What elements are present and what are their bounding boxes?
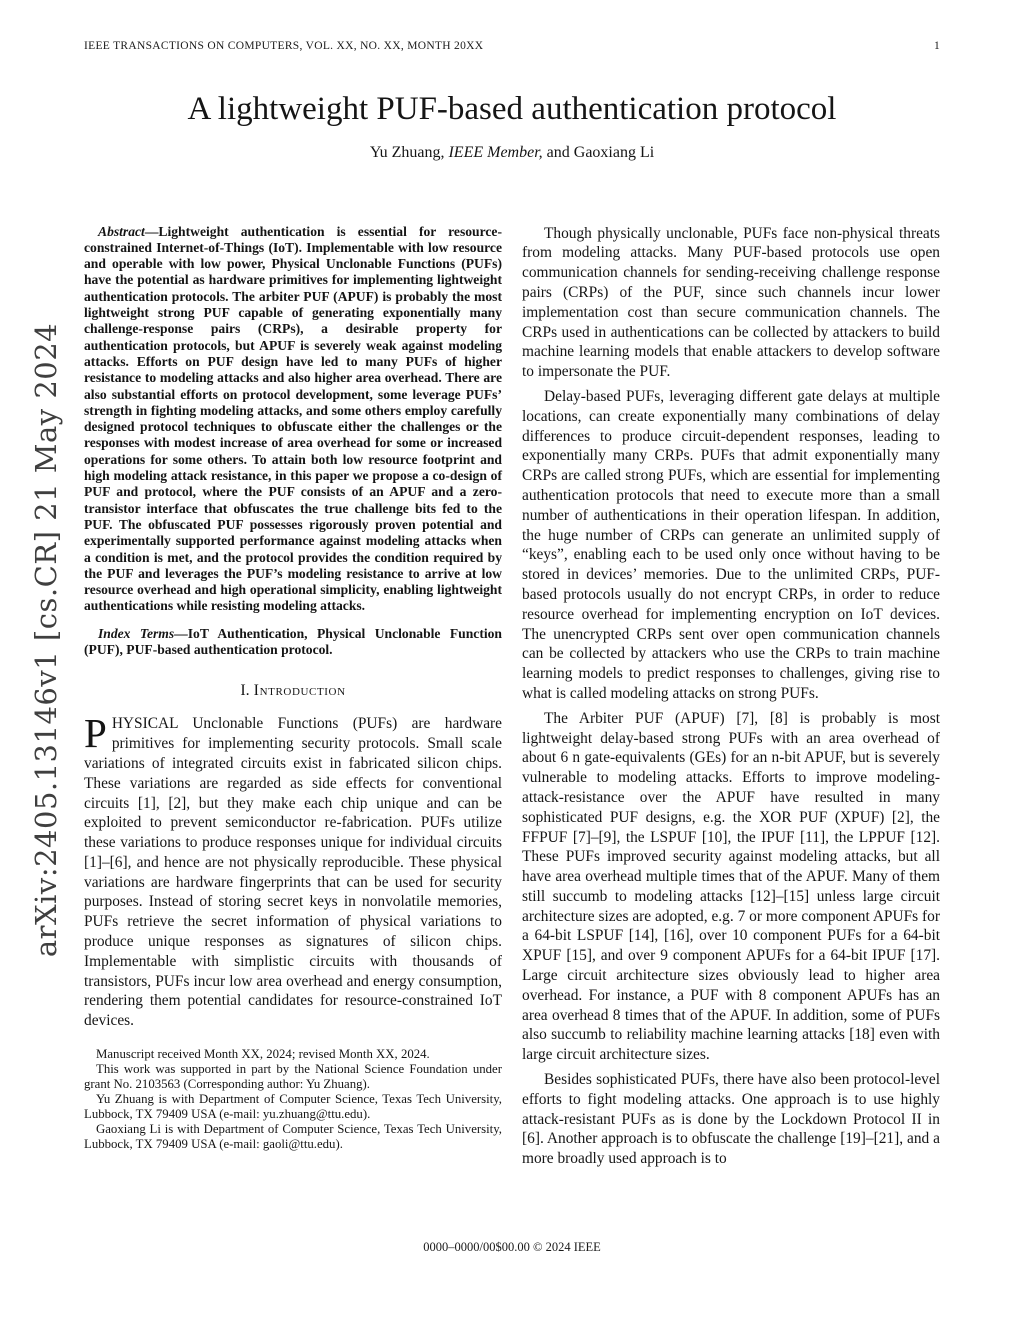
index-terms-text: —IoT Authentication, Physical Unclonable Function (PUF), PUF-based authentication protocol. <box>84 625 502 658</box>
footnote-funding: This work was supported in part by the National Science Foundation under grant No. 2103563 (Corresponding author: Yu Zhuang). <box>84 1062 502 1092</box>
paragraph-delay-based-pufs: Delay-based PUFs, leveraging different gate delays at multiple locations, can create exponentially many combinations of delay differences to produce circuit-dependent responses, leading to exponentially many CRPs. PUFs that admit exponentially many CRPs are called strong PUFs, which are essential for implementing authentication protocols that need to execute more than a small number of authentications in their operation lifespan. In addition, the huge number of CRPs can generate an unlimited supply of “keys”, enabling each to be used only once without having to be stored in devices’ memories. Due to the unlimited CRPs, PUF-based protocols usually do not encrypt CRPs, in order to reduce resource overhead for implementing encryption on IoT devices. The unencrypted CRPs sent over open communication channels can be collected by attackers who use the CRPs to train machine learning models to predict responses to challenges, giving rise to what is called modeling attacks on strong PUFs. <box>522 387 940 702</box>
introduction-paragraph <box>84 710 502 1031</box>
section-title: Introduction <box>253 682 346 700</box>
arxiv-watermark: arXiv:2405.13146v1 [cs.CR] 21 May 2024 <box>29 322 63 958</box>
paragraph-protocol-efforts: Besides sophisticated PUFs, there have also been protocol-level efforts to fight modeling attacks. One approach is to use highly attack-resistant PUFs as is done by the Lockdown Protocol II in [6]. Another approach is to obfuscate the challenge [19]–[21], and a more broadly used approach is to <box>522 1071 940 1168</box>
section-number: I. <box>240 682 250 700</box>
paper-title: A lightweight PUF-based authentication protocol <box>187 91 837 127</box>
left-column <box>84 224 502 1152</box>
two-column-body <box>84 224 940 1169</box>
author-membership: IEEE Member, <box>448 143 543 161</box>
footnote-author-yu-zhuang: Yu Zhuang is with Department of Computer Science, Texas Tech University, Lubbock, TX 79409 USA (e-mail: yu.zhuang@ttu.edu). <box>84 1092 502 1122</box>
abstract-text: —Lightweight authentication is essential for resource-constrained Internet-of-Things (IoT). Implementable with low resource and operable with low power, Physical Unclonable Functions (PUFs) have the potential as hardware primitives for implementing lightweight authentication protocols. The arbiter PUF (APUF) is probably the most lightweight strong PUF capable of generating exponentially many challenge-response pairs (CRPs), a desirable property for authentication protocols, but APUF is severely weak against modeling attacks. Efforts on PUF design have led to many PUFs of higher resistance to modeling attacks and also higher area overhead. There are also substantial efforts on protocol development, some leverage PUFs’ strength in fighting modeling attacks, and some others employ carefully designed protocol techniques to obfuscate either the challenges or the responses with modest increase of area overhead for some or increased operations for some others. To attain both low resource footprint and high modeling attack resistance, in this paper we propose a co-design of PUF and protocol, where the PUF consists of an APUF and a zero-transistor interface that obfuscates the true challenge bits fed to the PUF. The obfuscated PUF possesses rigorously proven potential and experimentally supported performance against modeling attacks when a condition is met, and the protocol provides the condition required by the PUF and leverages the PUF’s modeling resistance to arrive at low resource overhead and high operational simplicity, enabling lightweight authentications while resisting modeling attacks. <box>84 223 502 614</box>
abstract-label: Abstract <box>98 223 145 239</box>
copyright-line: 0000–0000/00$00.00 © 2024 IEEE <box>423 1240 601 1254</box>
section-heading-introduction <box>84 682 502 700</box>
paragraph-modeling-threats: Though physically unclonable, PUFs face non-physical threats from modeling attacks. Many PUF-based protocols use open communication channels for sending-receiving challenge response pairs (CRPs) of the PUF, since such channels incur lower implementation cost than secure communication channels. The CRPs used in authentications can be collected by attackers to build machine learning models that enable attackers to develop software to impersonate the PUF. <box>522 224 940 381</box>
right-column <box>522 224 940 1169</box>
drop-cap: P <box>84 710 107 757</box>
index-terms-paragraph <box>84 626 502 659</box>
journal-title: IEEE TRANSACTIONS ON COMPUTERS, VOL. XX, NO. XX, MONTH 20XX <box>84 40 484 52</box>
abstract-paragraph <box>84 224 502 615</box>
page-number: 1 <box>933 40 940 52</box>
index-terms-label: Index Terms <box>98 625 175 641</box>
author-1: Yu Zhuang, <box>369 143 449 161</box>
paragraph-arbiter-puf: The Arbiter PUF (APUF) [7], [8] is probably is most lightweight delay-based strong PUFs with an area overhead of about 6 n gate-equivalents (GEs) for an n-bit APUF, but is severely vulnerable to modeling attacks. Efforts to improve modeling-attack-resistance over the APUF have resulted in many sophisticated PUF designs, e.g. the XOR PUF (XPUF) [2], the FFPUF [7]–[9], the LSPUF [10], the IPUF [11], the LPPUF [12]. These PUFs improved security against modeling attacks, but all have area overhead multiple times that of the APUF. Many of them still succumb to modeling attacks [12]–[15] unless large circuit architecture sizes are adopted, e.g. 7 or more component APUFs for a 64-bit LSPUF [14], [16], over 10 component PUFs for a 64-bit XPUF [15], and over 9 component APUFs for a 64-bit IPUF [17]. Large circuit architecture sizes obviously lead to higher area overhead. For instance, a PUF with 8 component APUFs has an area overhead 8 times that of the APUF. In addition, some of PUFs also succumb to reliability machine learning attacks [18] even with large circuit architecture sizes. <box>522 709 940 1064</box>
introduction-text: HYSICAL Unclonable Functions (PUFs) are hardware primitives for implementing security protocols. Small scale variations of integrated circuits exist in fabricated silicon chips. These variations are regarded as side effects for conventional circuits [1], [2], but they make each chip unique and can be exploited to prevent semiconductor re-fabrication. PUFs utilize these variations to produce responses unique for individual circuits [1]–[6], and hence are not physically reproducible. These physical variations are hardware fingerprints that can be used for security purposes. Instead of storing secret keys in nonvolatile memories, PUFs retrieve the secret information of physical variations to produce unique responses as signatures of silicon chips. Implementable with simplistic circuits with thousands of transistors, PUFs incur low area overhead and energy consumption, rendering them potential candidates for resource-constrained IoT devices. <box>84 715 502 1030</box>
paper-content <box>84 75 940 1169</box>
running-header <box>84 40 940 52</box>
footnote-author-gaoxiang-li: Gaoxiang Li is with Department of Computer Science, Texas Tech University, Lubbock, TX 79409 USA (e-mail: gaoli@ttu.edu). <box>84 1122 502 1152</box>
footnote-manuscript: Manuscript received Month XX, 2024; revised Month XX, 2024. <box>96 1047 430 1062</box>
author-2: and Gaoxiang Li <box>542 143 655 161</box>
footnotes-block <box>84 1047 502 1152</box>
authors-byline <box>84 144 940 162</box>
